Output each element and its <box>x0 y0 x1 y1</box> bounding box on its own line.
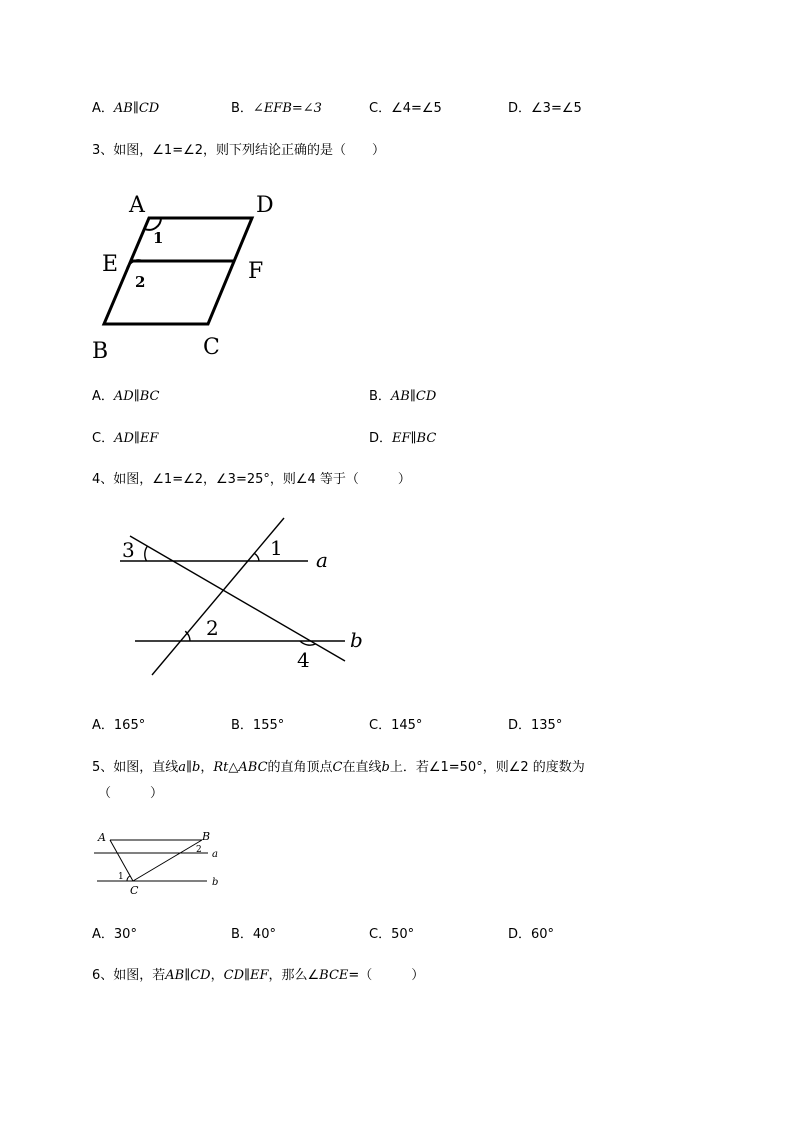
q3-label-b: B <box>92 339 109 364</box>
q4-angle3-arc <box>145 546 148 561</box>
q4-option-d: D．135° <box>508 718 563 733</box>
q2-option-a: A．AB∥CD <box>92 101 160 116</box>
q4-transversal-1 <box>152 518 284 675</box>
q3-figure <box>90 188 290 368</box>
q5-stem-answer-blank: （ ） <box>98 786 164 801</box>
q4-angle4-label: 4 <box>297 648 310 672</box>
q4-angle1-label: 1 <box>270 536 283 560</box>
q5-angle1-arc <box>127 876 130 881</box>
q5-label-a: A <box>98 831 106 844</box>
q4-option-a: A．165° <box>92 718 146 733</box>
q5-segment-bc <box>133 840 202 881</box>
q4-angle2-arc <box>185 631 190 641</box>
q5-option-a: A．30° <box>92 927 137 942</box>
q4-transversal-2 <box>130 536 345 661</box>
q4-figure <box>110 510 370 680</box>
q5-label-c: C <box>130 884 139 897</box>
q5-option-d: D．60° <box>508 927 555 942</box>
q4-option-b: B．155° <box>231 718 285 733</box>
q4-option-c: C．145° <box>369 718 423 733</box>
q3-option-c: C．AD∥EF <box>92 431 159 446</box>
q5-line-a-label: a <box>212 849 218 860</box>
q5-label-b: B <box>202 830 211 843</box>
q3-label-e: E <box>102 252 119 277</box>
q5-angle2-label: 2 <box>196 845 202 855</box>
q3-option-a: A．AD∥BC <box>92 389 160 404</box>
q3-label-a: A <box>129 193 145 218</box>
q5-option-c: C．50° <box>369 927 415 942</box>
q4-line-b-label: b <box>350 628 363 652</box>
q5-stem: 5、如图，直线a∥b，Rt△ABC的直角顶点C在直线b上．若∠1=50°，则∠2 的度数为 <box>92 760 585 775</box>
q5-angle2-arc <box>179 853 180 854</box>
q4-angle3-label: 3 <box>122 538 135 562</box>
q3-option-d: D．EF∥BC <box>369 431 437 446</box>
q4-angle1-arc <box>255 554 259 561</box>
q2-option-b: B．∠EFB=∠3 <box>231 101 322 116</box>
q5-option-b: B．40° <box>231 927 276 942</box>
q4-angle2-label: 2 <box>206 616 219 640</box>
q3-label-d: D <box>256 193 274 218</box>
q5-line-b-label: b <box>212 877 219 888</box>
q3-label-c: C <box>203 335 220 360</box>
q2-option-d: D．∠3=∠5 <box>508 101 582 116</box>
q4-stem: 4、如图，∠1=∠2，∠3=25°，则∠4 等于（ ） <box>92 472 411 487</box>
q3-angle1-label: 1 <box>153 229 164 247</box>
q6-stem: 6、如图，若AB∥CD，CD∥EF，那么∠BCE=（ ） <box>92 968 425 983</box>
q4-line-a-label: a <box>316 548 328 572</box>
q3-label-f: F <box>248 259 264 284</box>
q2-option-c: C．∠4=∠5 <box>369 101 442 116</box>
q3-stem: 3、如图，∠1=∠2，则下列结论正确的是（ ） <box>92 143 386 158</box>
q3-option-b: B．AB∥CD <box>369 389 437 404</box>
q5-figure <box>90 828 230 900</box>
q3-angle2-label: 2 <box>135 273 146 291</box>
q5-angle1-label: 1 <box>118 872 124 882</box>
